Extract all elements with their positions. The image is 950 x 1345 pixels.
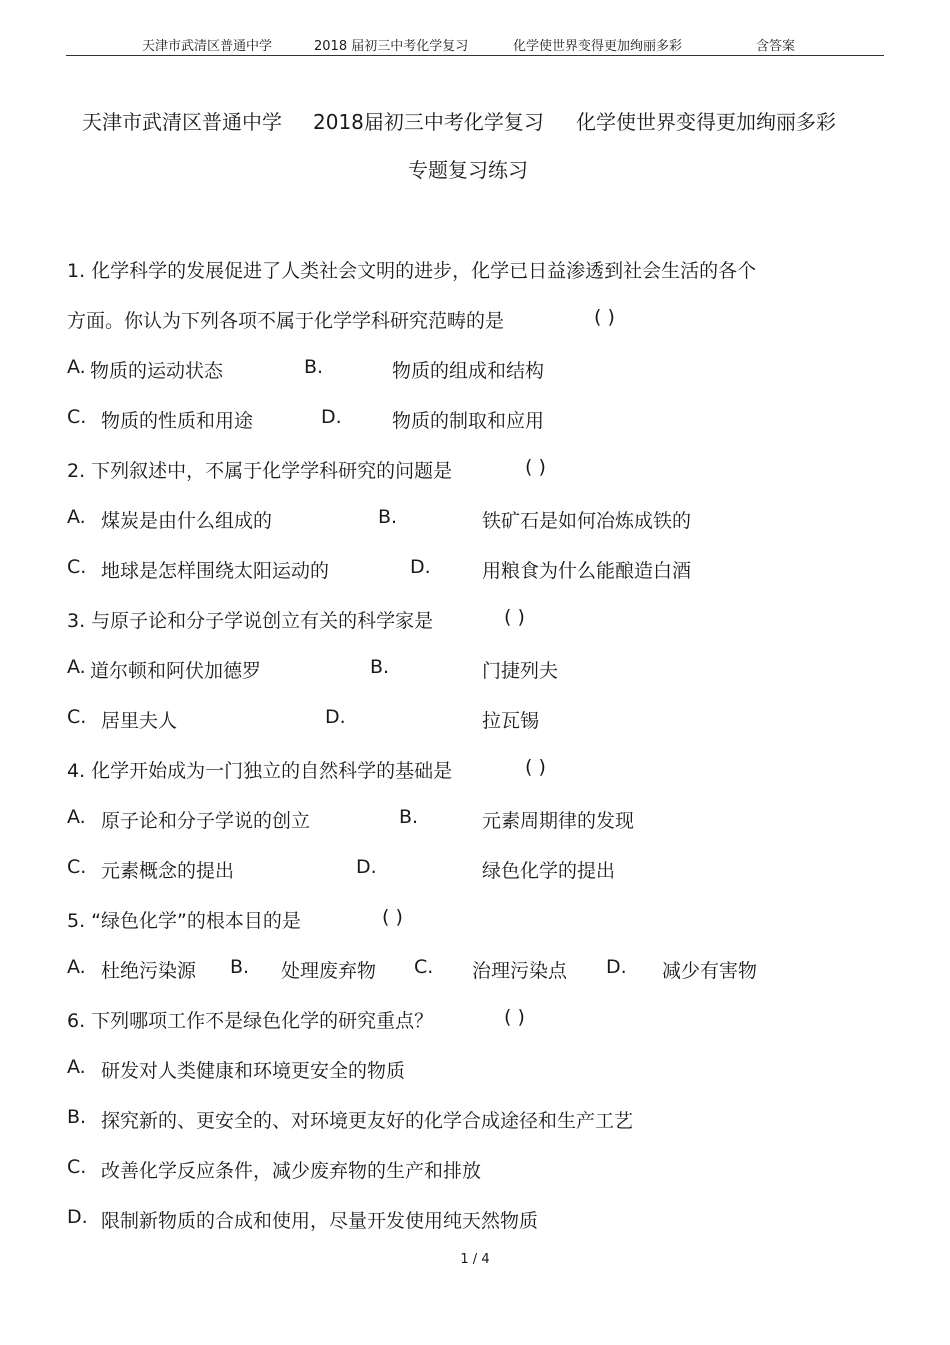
question-4-answer-blank: ( ) bbox=[525, 756, 546, 778]
q2-option-c-text: 地球是怎样围绕太阳运动的 bbox=[101, 560, 330, 582]
q6-option-c-label: C. bbox=[67, 1156, 87, 1178]
question-2-stem: 2. 下列叙述中，不属于化学学科研究的问题是 bbox=[67, 460, 453, 482]
q5-option-b-label: B. bbox=[230, 956, 250, 978]
q5-option-a-text: 杜绝污染源 bbox=[101, 960, 197, 982]
q1-option-d-label: D. bbox=[321, 406, 342, 428]
q4-option-b-label: B. bbox=[399, 806, 419, 828]
running-header bbox=[66, 33, 884, 56]
q1-option-c-label: C. bbox=[67, 406, 87, 428]
title-course: 2018届初三中考化学复习 bbox=[313, 110, 544, 134]
header-topic: 化学使世界变得更加绚丽多彩 bbox=[513, 39, 683, 54]
page-number: 1 / 4 bbox=[460, 1252, 490, 1267]
q4-option-a-label: A. bbox=[67, 806, 86, 828]
question-2-answer-blank: ( ) bbox=[525, 456, 546, 478]
question-4-stem: 4. 化学开始成为一门独立的自然科学的基础是 bbox=[67, 760, 453, 782]
q3-option-b-text: 门捷列夫 bbox=[482, 660, 559, 682]
q2-option-d-label: D. bbox=[410, 556, 431, 578]
q1-option-a-label: A. bbox=[67, 356, 86, 378]
q6-option-d-label: D. bbox=[67, 1206, 88, 1228]
q2-option-b-text: 铁矿石是如何冶炼成铁的 bbox=[482, 510, 692, 532]
header-school: 天津市武清区普通中学 bbox=[142, 39, 273, 54]
question-3-stem: 3. 与原子论和分子学说创立有关的科学家是 bbox=[67, 610, 434, 632]
q4-option-a-text: 原子论和分子学说的创立 bbox=[101, 810, 311, 832]
q6-option-a-text: 研发对人类健康和环境更安全的物质 bbox=[101, 1060, 406, 1082]
q6-option-a-label: A. bbox=[67, 1056, 86, 1078]
q4-option-d-text: 绿色化学的提出 bbox=[482, 860, 616, 882]
header-note: 含答案 bbox=[756, 39, 796, 54]
q1-option-b-text: 物质的组成和结构 bbox=[392, 360, 545, 382]
question-6-stem: 6. 下列哪项工作不是绿色化学的研究重点？ bbox=[67, 1010, 434, 1032]
q4-option-b-text: 元素周期律的发现 bbox=[482, 810, 635, 832]
q3-option-c-text: 居里夫人 bbox=[101, 710, 178, 732]
title-topic: 化学使世界变得更加绚丽多彩 bbox=[576, 110, 836, 134]
q5-option-a-label: A. bbox=[67, 956, 86, 978]
q2-option-a-label: A. bbox=[67, 506, 86, 528]
q4-option-d-label: D. bbox=[356, 856, 377, 878]
q5-option-c-label: C. bbox=[414, 956, 434, 978]
q6-option-d-text: 限制新物质的合成和使用，尽量开发使用纯天然物质 bbox=[101, 1210, 539, 1232]
header-course: 2018 届初三中考化学复习 bbox=[314, 39, 469, 54]
q6-option-c-text: 改善化学反应条件，减少废弃物的生产和排放 bbox=[101, 1160, 482, 1182]
title-subtitle: 专题复习练习 bbox=[408, 158, 528, 182]
question-1-stem-line-1: 1. 化学科学的发展促进了人类社会文明的进步，化学已日益渗透到社会生活的各个 bbox=[67, 260, 757, 282]
q3-option-a-label: A. bbox=[67, 656, 86, 678]
q5-option-c-text: 治理污染点 bbox=[472, 960, 568, 982]
q3-option-d-label: D. bbox=[325, 706, 346, 728]
q2-option-a-text: 煤炭是由什么组成的 bbox=[101, 510, 273, 532]
q2-option-d-text: 用粮食为什么能酿造白酒 bbox=[482, 560, 692, 582]
question-1-answer-blank: ( ) bbox=[594, 306, 615, 328]
q2-option-b-label: B. bbox=[378, 506, 398, 528]
question-1-stem-line-2: 方面。你认为下列各项不属于化学学科研究范畴的是 bbox=[67, 310, 505, 332]
q5-option-b-text: 处理废弃物 bbox=[281, 960, 377, 982]
q6-option-b-label: B. bbox=[67, 1106, 87, 1128]
question-3-answer-blank: ( ) bbox=[504, 606, 525, 628]
question-5-answer-blank: ( ) bbox=[382, 906, 403, 928]
q1-option-d-text: 物质的制取和应用 bbox=[392, 410, 545, 432]
question-6-answer-blank: ( ) bbox=[504, 1006, 525, 1028]
q1-option-b-label: B. bbox=[304, 356, 324, 378]
q5-option-d-label: D. bbox=[606, 956, 627, 978]
q1-option-c-text: 物质的性质和用途 bbox=[101, 410, 254, 432]
q2-option-c-label: C. bbox=[67, 556, 87, 578]
title-school: 天津市武清区普通中学 bbox=[82, 110, 282, 134]
q5-option-d-text: 减少有害物 bbox=[662, 960, 758, 982]
question-5-stem: 5. “绿色化学”的根本目的是 bbox=[67, 910, 301, 932]
q4-option-c-text: 元素概念的提出 bbox=[101, 860, 235, 882]
q3-option-a-text: 道尔顿和阿伏加德罗 bbox=[90, 660, 262, 682]
q3-option-b-label: B. bbox=[370, 656, 390, 678]
q3-option-c-label: C. bbox=[67, 706, 87, 728]
q4-option-c-label: C. bbox=[67, 856, 87, 878]
q3-option-d-text: 拉瓦锡 bbox=[482, 710, 540, 732]
q1-option-a-text: 物质的运动状态 bbox=[90, 360, 224, 382]
q6-option-b-text: 探究新的、更安全的、对环境更友好的化学合成途径和生产工艺 bbox=[101, 1110, 634, 1132]
